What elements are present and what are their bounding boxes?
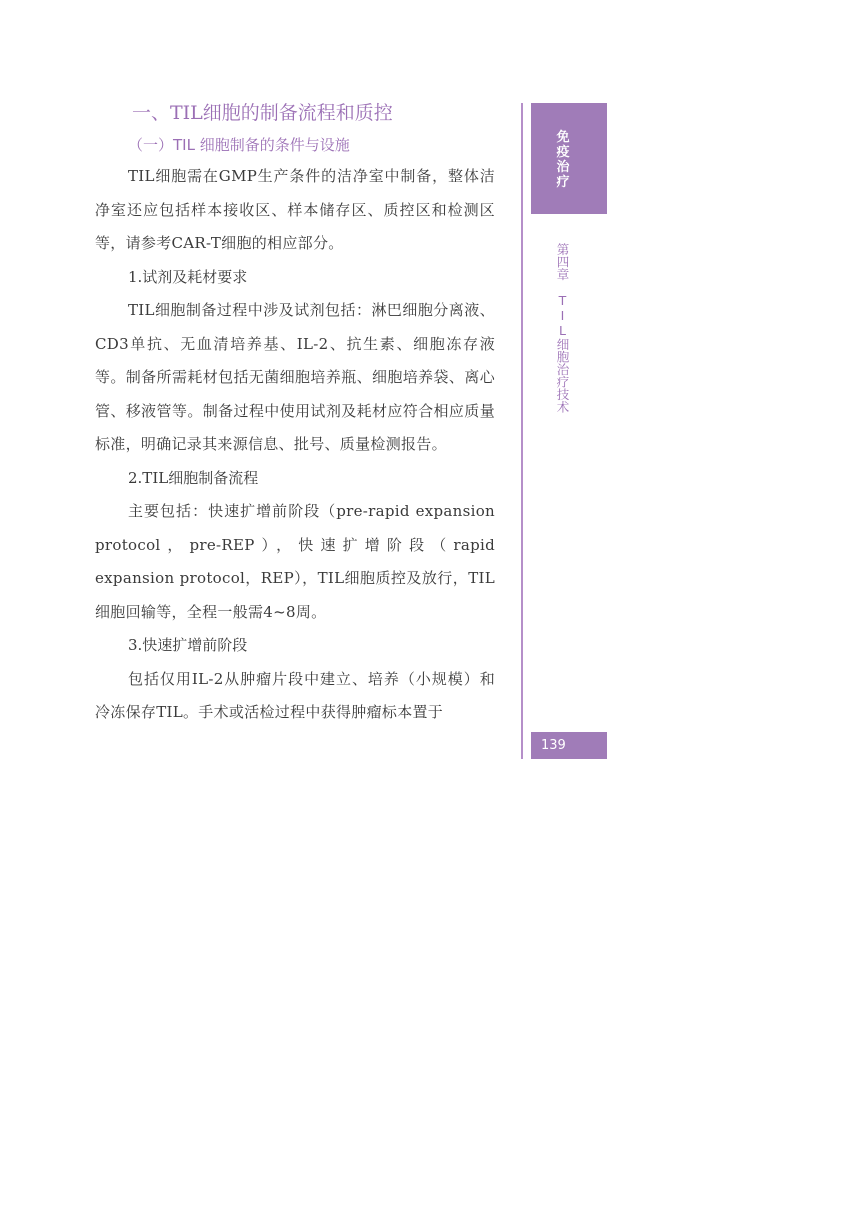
section-tab-label: 免疫治疗 [556, 130, 570, 190]
paragraph-1: TIL细胞需在GMP生产条件的洁净室中制备，整体洁净室还应包括样本接收区、样本储存区、质控区和检测区等，请参考CAR-T细胞的相应部分。 [95, 167, 495, 252]
page-number: 139 [541, 738, 566, 753]
paragraph-4: 包括仅用IL-2从肿瘤片段中建立、培养（小规模）和冷冻保存TIL。手术或活检过程中获得肿瘤标本置于 [95, 669, 495, 721]
subsection-title: （一）TIL 细胞制备的条件与设施 [128, 136, 350, 154]
side-divider [521, 103, 523, 759]
heading-pre-rep: 3.快速扩增前阶段 [128, 636, 248, 654]
section-title: 一、TIL细胞的制备流程和质控 [132, 102, 393, 124]
main-content [95, 96, 495, 730]
paragraph-3: 主要包括：快速扩增前阶段（pre-rapid expansion protocol，pre-REP），快速扩增阶段（rapid expansion protocol，REP），TIL细胞质控及放行，TIL细胞回输等，全程一般需4~8周。 [95, 502, 495, 621]
paragraph-2: TIL细胞制备过程中涉及试剂包括：淋巴细胞分离液、CD3单抗、无血清培养基、IL-2、抗生素、细胞冻存液等。制备所需耗材包括无菌细胞培养瓶、细胞培养袋、离心管、移液管等。制备过程中使用试剂及耗材应符合相应质量标准，明确记录其来源信息、批号、质量检测报告。 [95, 301, 495, 453]
chapter-label: 第四章 TIL细胞治疗技术 [555, 243, 570, 413]
heading-process: 2.TIL细胞制备流程 [128, 468, 259, 487]
heading-reagents: 1.试剂及耗材要求 [128, 267, 248, 286]
page-number-badge [531, 732, 607, 759]
